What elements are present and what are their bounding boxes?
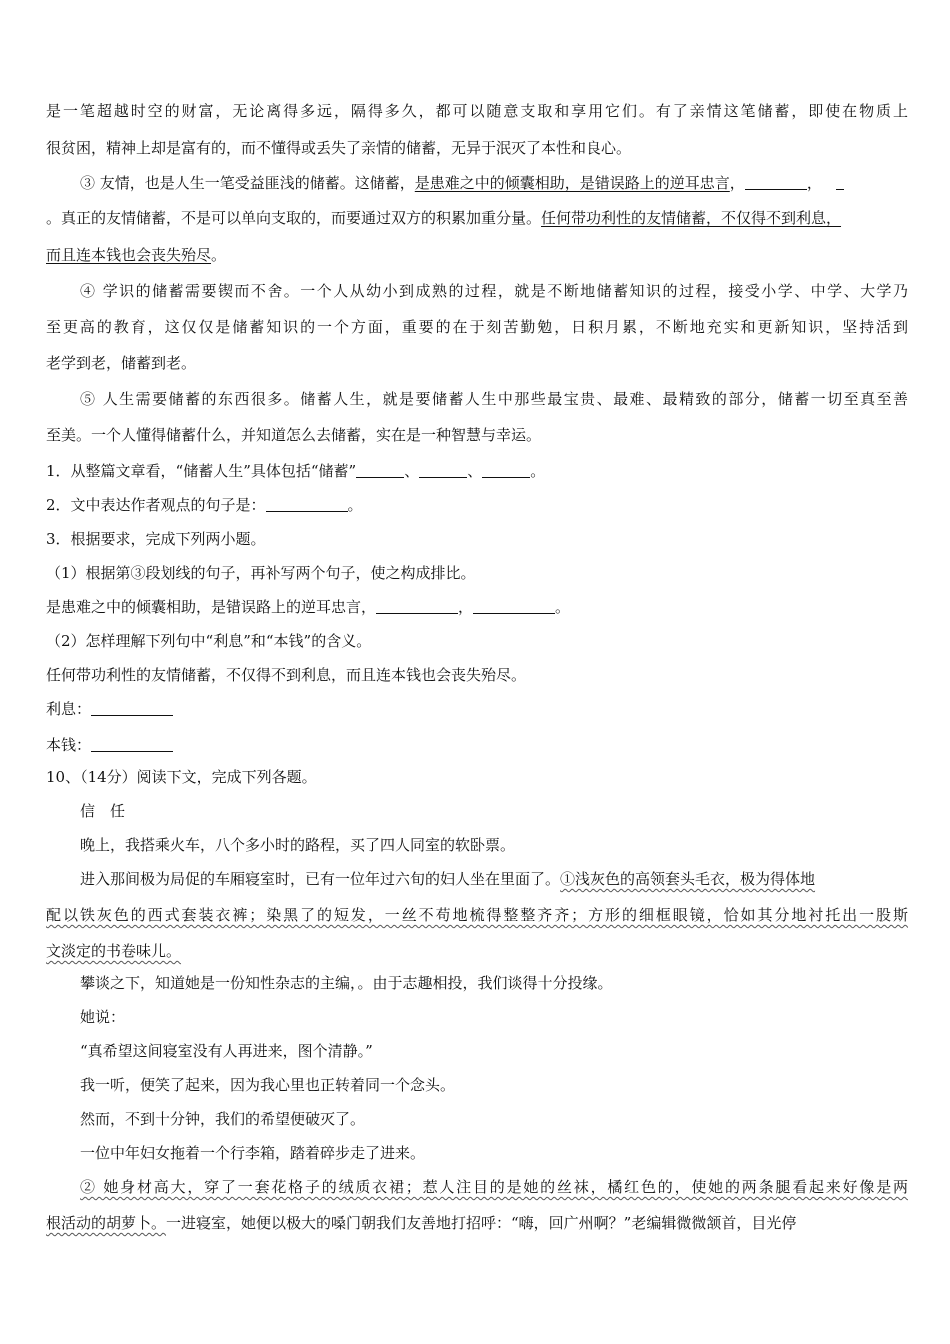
paragraph-2-line-2: 很贫困，精神上却是富有的，而不懂得或丢失了亲情的储蓄，无异于泯灭了本性和良心。: [46, 139, 632, 157]
capital-answer: [46, 734, 908, 756]
separator: 、: [467, 462, 483, 480]
comma: ，: [806, 174, 822, 192]
answer-blank[interactable]: [266, 495, 348, 512]
passage-paragraph-line: [80, 1176, 908, 1198]
answer-blank[interactable]: [482, 461, 530, 478]
answer-blank[interactable]: [473, 597, 555, 614]
wavy-underlined-description: 文淡定的书卷味儿。: [46, 942, 182, 960]
wavy-underlined-description: ② 她身材高大，穿了一套花格子的绒质衣裙；惹人注目的是她的丝袜，橘红色的，使她的两条腿看起来好像是两: [80, 1178, 908, 1196]
passage-paragraph: 然而，不到十分钟，我们的希望便破灭了。: [80, 1110, 366, 1128]
wavy-underlined-description: ①浅灰色的高领套头毛衣，极为得体地: [560, 870, 816, 888]
passage-text: 进入那间极为局促的车厢寝室时，已有一位年过六旬的妇人坐在里面了。: [80, 870, 561, 888]
question-3-1-sentence: [46, 596, 908, 618]
question-1-text: 1．从整篇文章看，“储蓄人生”具体包括“储蓄”: [46, 462, 357, 480]
separator: 、: [404, 462, 420, 480]
period: 。: [530, 462, 546, 480]
answer-blank[interactable]: [356, 461, 404, 478]
paragraph-3-line-1: [80, 172, 908, 194]
passage-paragraph: “真希望这间寝室没有人再进来，图个清静。”: [80, 1042, 373, 1060]
passage-paragraph-line: [46, 1212, 908, 1234]
passage-paragraph: 攀谈之下，知道她是一份知性杂志的主编，。由于志趣相投，我们谈得十分投缘。: [80, 974, 613, 992]
answer-blank[interactable]: [91, 735, 173, 752]
paragraph-4-line-1: ④ 学识的储蓄需要锲而不舍。一个人从幼小到成熟的过程，就是不断地储蓄知识的过程，接受小学、中学、大学乃: [80, 282, 908, 300]
parallel-sentence-text: 是患难之中的倾囊相助，是错误路上的逆耳忠言，: [46, 598, 377, 616]
question-2: [46, 494, 908, 516]
wavy-underlined-description: 根活动的胡萝卜。: [46, 1214, 167, 1232]
paragraph-3-text: 。真正的友情储蓄，不是可以单向支取的，而要通过双方的积累加重分量。: [46, 209, 542, 227]
fill-blank[interactable]: [745, 173, 807, 190]
passage-paragraph: 一位中年妇女拖着一个行李箱，踏着碎步走了进来。: [80, 1144, 426, 1162]
comma: ，: [458, 598, 474, 616]
passage-paragraph: 晚上，我搭乘火车，八个多小时的路程，买了四人同室的软卧票。: [80, 836, 516, 854]
passage-paragraph: 她说：: [80, 1008, 126, 1026]
passage-text: 一进寝室，她便以极大的嗓门朝我们友善地打招呼：“嗨，回广州啊？”老编辑微微颔首，目光停: [166, 1214, 797, 1232]
capital-label: 本钱：: [46, 736, 92, 754]
question-3: 3．根据要求，完成下列两小题。: [46, 530, 266, 548]
interest-answer: [46, 698, 908, 720]
question-10-header: 10、（14分）阅读下文，完成下列各题。: [46, 768, 317, 786]
paragraph-2-line-1: 是一笔超越时空的财富，无论离得多远，隔得多久，都可以随意支取和享用它们。有了亲情这笔储蓄，即使在物质上: [46, 102, 908, 120]
paragraph-5-line-2: 至美。一个人懂得储蓄什么，并知道怎么去储蓄，实在是一种智慧与幸运。: [46, 426, 542, 444]
paragraph-3-line-2: [46, 207, 908, 229]
comma: ，: [729, 174, 745, 192]
interest-label: 利息：: [46, 700, 92, 718]
underlined-key-sentence: 任何带功利性的友情储蓄，不仅得不到利息，: [541, 209, 842, 227]
passage-title: 信 任: [80, 802, 126, 820]
paragraph-5-line-1: ⑤ 人生需要储蓄的东西很多。储蓄人生，就是要储蓄人生中那些最宝贵、最难、最精致的部分，储蓄一切至真至善: [80, 390, 908, 408]
passage-paragraph-line: [46, 904, 908, 926]
paragraph-4-line-3: 老学到老，储蓄到老。: [46, 354, 197, 372]
fill-blank[interactable]: [836, 173, 844, 190]
paragraph-3-text: ③ 友情，也是人生一笔受益匪浅的储蓄。这储蓄，: [80, 174, 415, 192]
underlined-key-sentence: 而且连本钱也会丧失殆尽: [46, 246, 212, 264]
period: 。: [555, 598, 571, 616]
paragraph-4-line-2: 至更高的教育，这仅仅是储蓄知识的一个方面，重要的在于刻苦勤勉，日积月累，不断地充实和更新知识，坚持活到: [46, 318, 908, 336]
question-2-text: 2．文中表达作者观点的句子是：: [46, 496, 266, 514]
question-3-2: （2）怎样理解下列句中“利息”和“本钱”的含义。: [46, 632, 372, 650]
question-3-2-sentence: 任何带功利性的友情储蓄，不仅得不到利息，而且连本钱也会丧失殆尽。: [46, 666, 527, 684]
paragraph-3-line-3: [46, 244, 908, 266]
period: 。: [347, 496, 363, 514]
period: 。: [211, 246, 227, 264]
answer-blank[interactable]: [419, 461, 467, 478]
passage-paragraph: 我一听，便笑了起来，因为我心里也正转着同一个念头。: [80, 1076, 456, 1094]
question-3-1: （1）根据第③段划线的句子，再补写两个句子，使之构成排比。: [46, 564, 476, 582]
underlined-parallel-sentence: 是患难之中的倾囊相助，是错误路上的逆耳忠言: [414, 174, 730, 192]
answer-blank[interactable]: [376, 597, 458, 614]
answer-blank[interactable]: [91, 699, 173, 716]
wavy-underlined-description: 配以铁灰色的西式套装衣裤；染黑了的短发，一丝不苟地梳得整整齐齐；方形的细框眼镜，恰如其分地衬托出一股斯: [46, 906, 908, 924]
question-1: [46, 460, 908, 482]
passage-paragraph-line: [80, 868, 908, 890]
passage-paragraph-line: [46, 940, 908, 962]
